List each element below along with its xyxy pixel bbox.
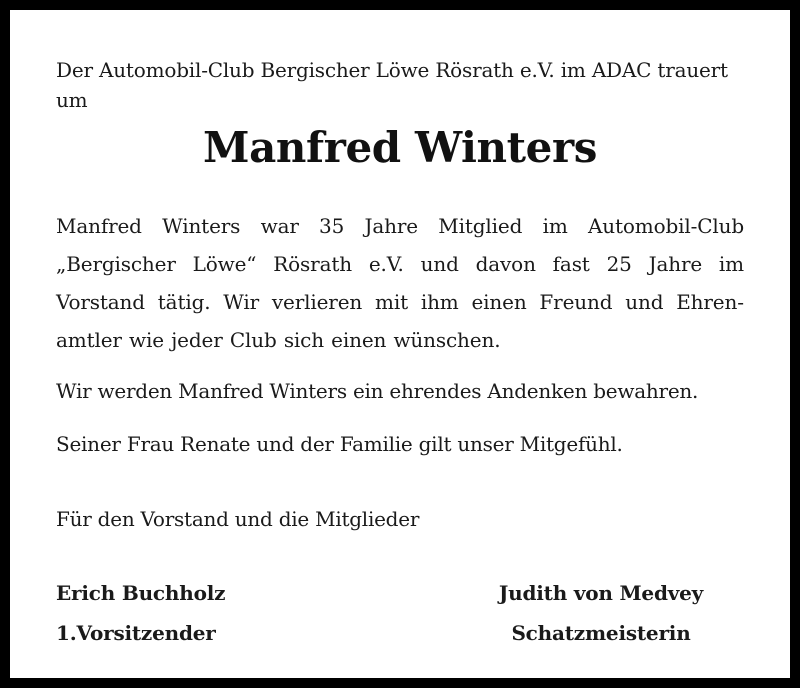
- closing-line: Für den Vorstand und die Mitglieder: [56, 507, 420, 531]
- signatory-role: Schatzmeisterin: [511, 621, 691, 645]
- body-paragraph-3: Seiner Frau Renate und der Familie gilt unser Mitgefühl.: [56, 432, 623, 456]
- signatory-role: 1.Vorsitzender: [56, 621, 216, 645]
- signatory-right: [436, 573, 766, 653]
- signatory-name: Erich Buchholz: [56, 581, 226, 605]
- signatory-left: [56, 573, 225, 653]
- deceased-name: Manfred Winters: [203, 123, 597, 172]
- intro-text: Der Automobil-Club Bergischer Löwe Rösrath e.V. im ADAC trauert um: [56, 58, 728, 112]
- signatory-name: Judith von Medvey: [498, 581, 704, 605]
- body-paragraph-2: Wir werden Manfred Winters ein ehrendes Andenken bewahren.: [56, 379, 699, 403]
- body-paragraph-1: Manfred Winters war 35 Jahre Mitglied im Automobil-Club „Bergischer Löwe“ Rösrath e.V. und davon fast 25 Jahre im Vorstand tätig. Wir verlieren mit ihm einen Freund und Ehrenamtler wie jeder Club sich einen wünschen.: [56, 214, 744, 352]
